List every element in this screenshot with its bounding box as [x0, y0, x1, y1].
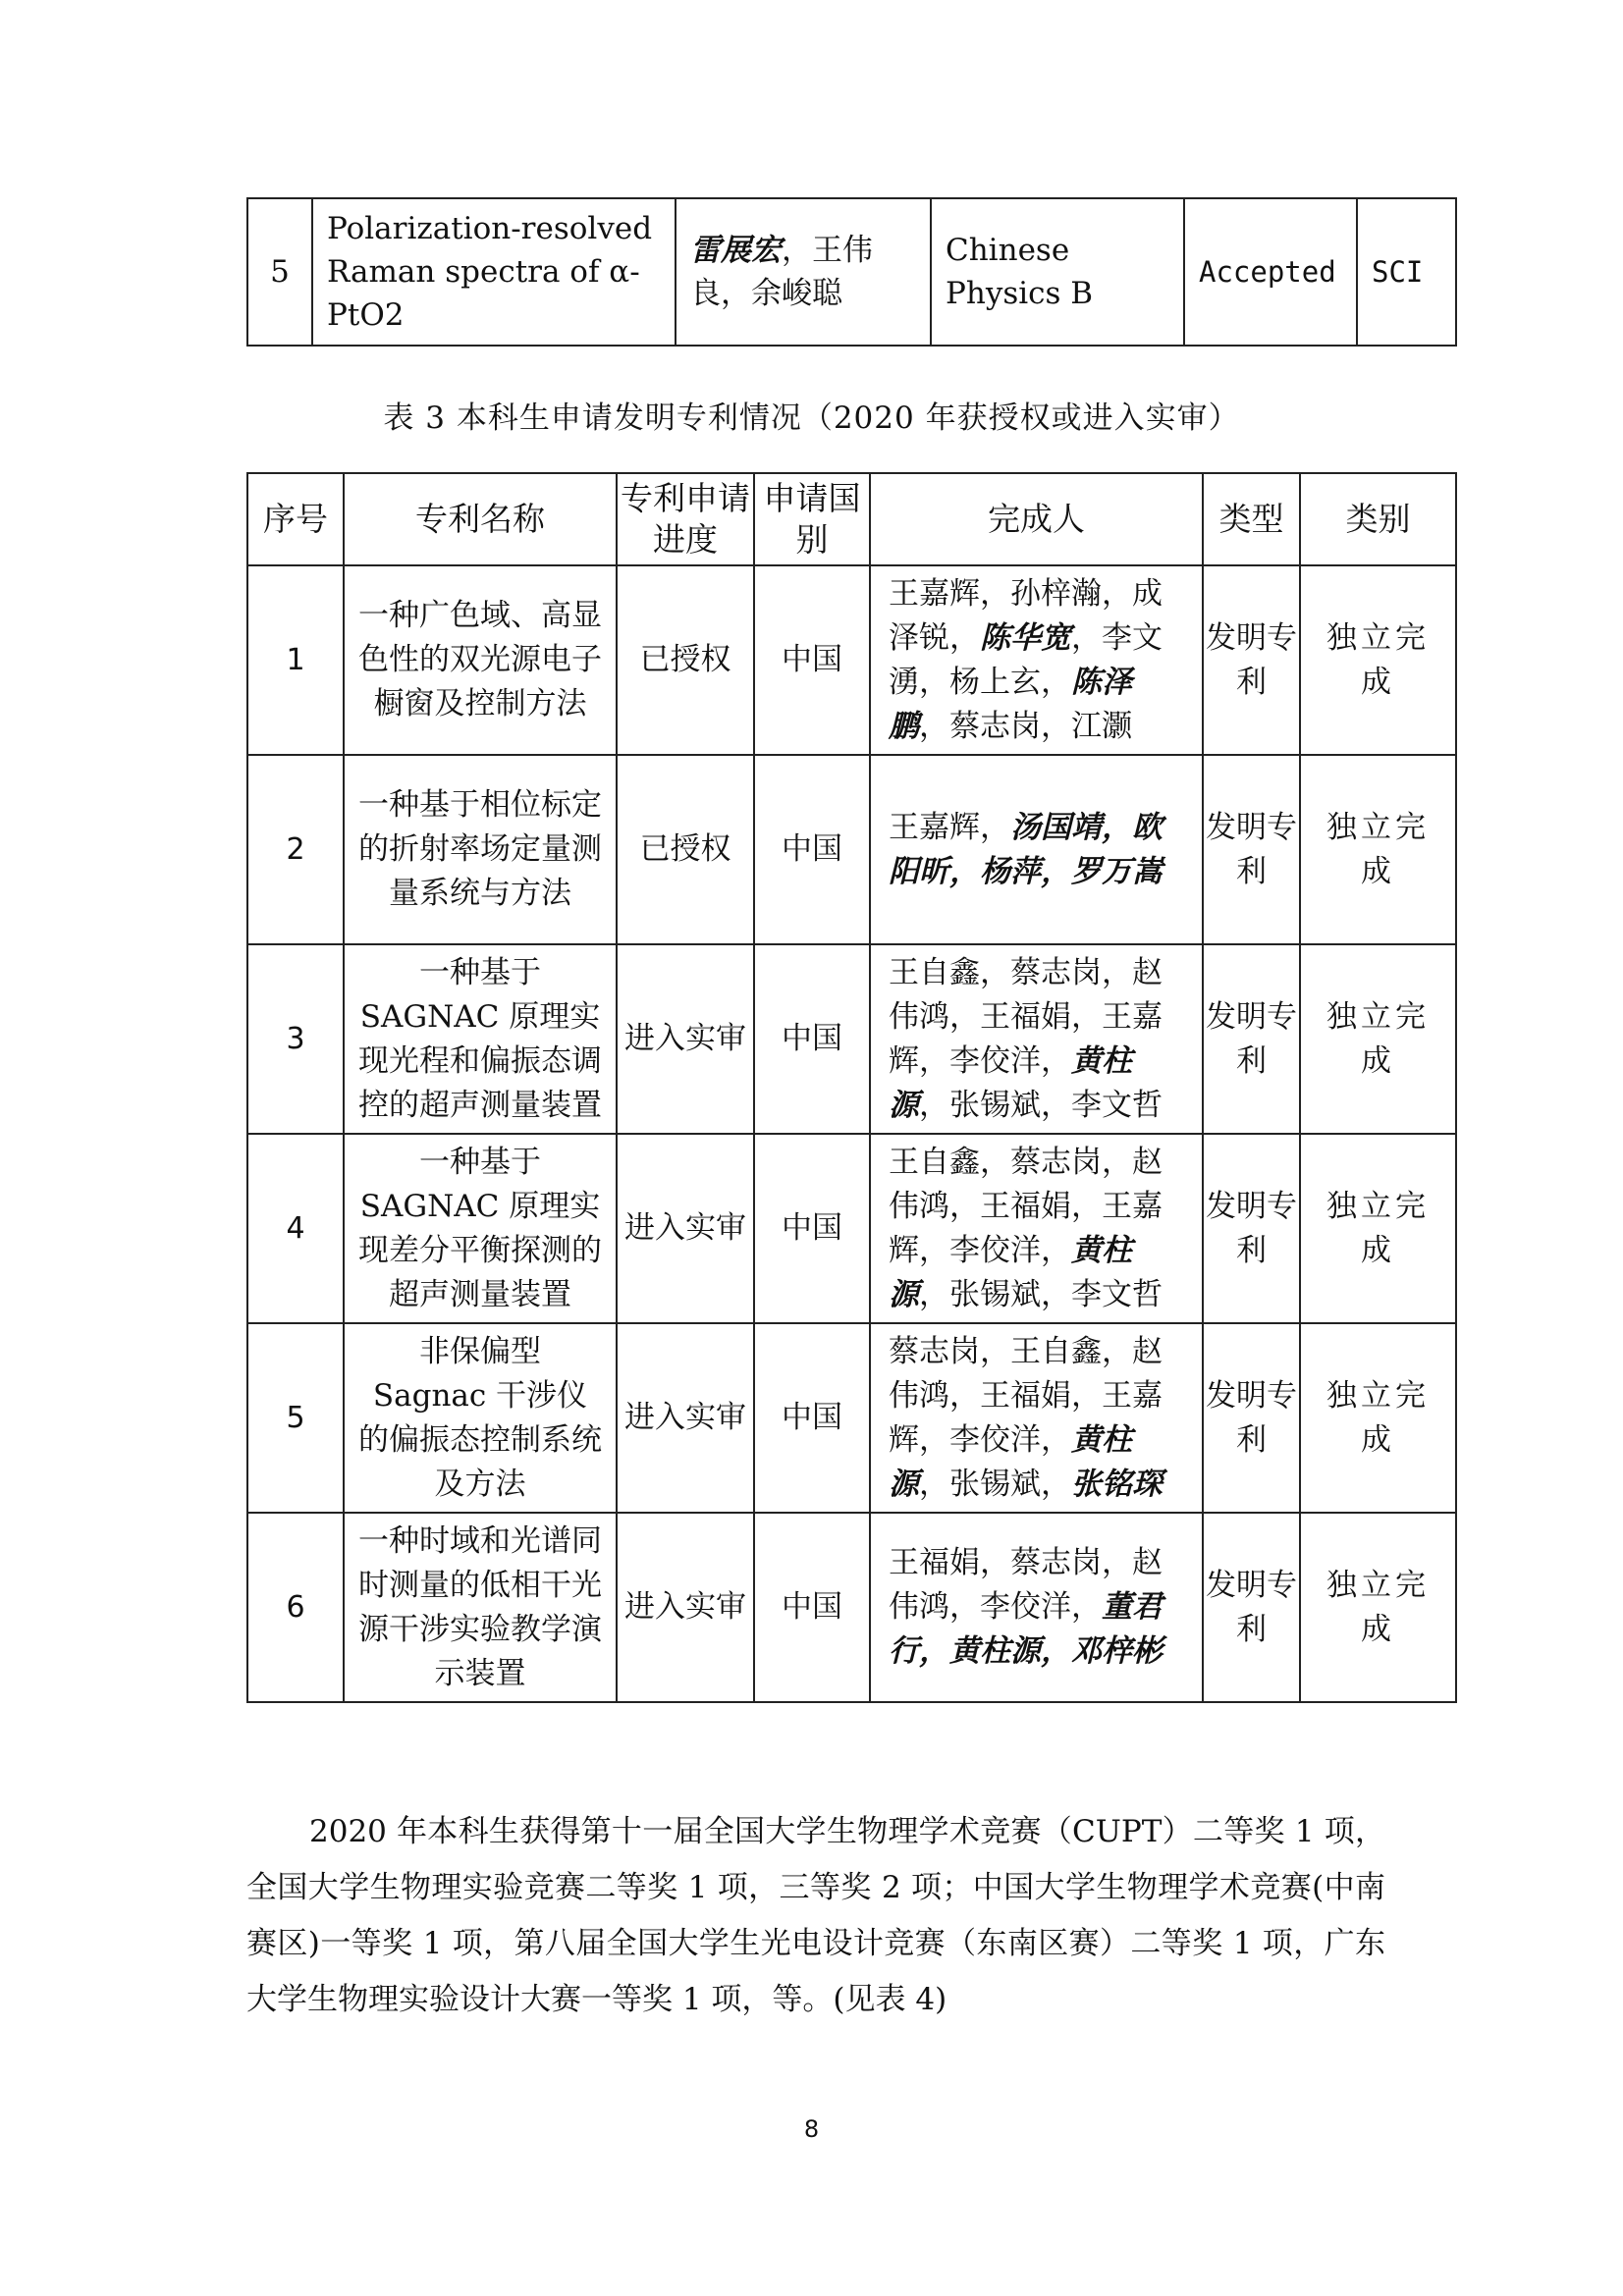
inventor: 王嘉辉，孙梓瀚，成泽锐， — [889, 575, 1163, 656]
patent-type: 发明专利 — [1203, 565, 1300, 755]
patent-no: 3 — [247, 944, 344, 1134]
table-header-row — [247, 473, 1456, 565]
patent-name: 非保偏型 Sagnac 干涉仪的偏振态控制系统及方法 — [344, 1323, 617, 1513]
patent-inventors — [870, 755, 1203, 944]
patent-country: 中国 — [754, 1134, 870, 1323]
patent-progress: 进入实审 — [617, 1323, 754, 1513]
patent-country: 中国 — [754, 944, 870, 1134]
table-row — [247, 198, 1456, 346]
patent-inventors — [870, 1134, 1203, 1323]
table-caption: 表 3 本科生申请发明专利情况（2020 年获授权或进入实审） — [383, 400, 1240, 436]
paper-title: Polarization-resolved Raman spectra of α-PtO2 — [312, 198, 676, 346]
student-inventor: 陈华宽 — [980, 619, 1071, 656]
patent-name: 一种基于相位标定的折射率场定量测量系统与方法 — [344, 755, 617, 944]
patent-inventors — [870, 1513, 1203, 1702]
patent-category: 独立完成 — [1300, 1323, 1456, 1513]
patent-no: 6 — [247, 1513, 344, 1702]
table-row — [247, 755, 1456, 944]
table-row — [247, 1134, 1456, 1323]
inventor: ，张锡斌，李文哲 — [919, 1276, 1163, 1312]
publication-table — [246, 197, 1457, 347]
student-inventor: 陈泽鹏 — [889, 664, 1132, 744]
table-row — [247, 565, 1456, 755]
patent-type: 发明专利 — [1203, 755, 1300, 944]
patent-progress: 已授权 — [617, 565, 754, 755]
patent-progress: 进入实审 — [617, 1134, 754, 1323]
header-country: 申请国别 — [754, 473, 870, 565]
patent-type: 发明专利 — [1203, 1513, 1300, 1702]
patent-country: 中国 — [754, 565, 870, 755]
inventor: 王自鑫，蔡志岗，赵伟鸿，王福娟，王嘉辉，李佼洋， — [889, 1144, 1163, 1268]
patent-category: 独立完成 — [1300, 565, 1456, 755]
student-inventor: 黄柱源 — [889, 1042, 1132, 1123]
patent-no: 5 — [247, 1323, 344, 1513]
patent-no: 4 — [247, 1134, 344, 1323]
patent-country: 中国 — [754, 1323, 870, 1513]
patent-name: 一种时域和光谱同时测量的低相干光源干涉实验教学演示装置 — [344, 1513, 617, 1702]
inventor: 王福娟，蔡志岗，赵伟鸿，李佼洋， — [889, 1545, 1163, 1625]
header-no: 序号 — [247, 473, 344, 565]
patent-progress: 已授权 — [617, 755, 754, 944]
patent-table — [246, 472, 1457, 1703]
patent-inventors — [870, 1323, 1203, 1513]
header-progress: 专利申请进度 — [617, 473, 754, 565]
patent-inventors — [870, 944, 1203, 1134]
student-inventor: 黄柱源 — [889, 1232, 1132, 1312]
journal-name: Chinese Physics B — [931, 198, 1184, 346]
patent-name: 一种基于 SAGNAC 原理实现光程和偏振态调控的超声测量装置 — [344, 944, 617, 1134]
patent-category: 独立完成 — [1300, 1513, 1456, 1702]
lead-author: 雷展宏 — [690, 233, 782, 268]
patent-no: 2 — [247, 755, 344, 944]
patent-name: 一种基于 SAGNAC 原理实现差分平衡探测的超声测量装置 — [344, 1134, 617, 1323]
paper-authors — [676, 198, 931, 346]
inventor: 王自鑫，蔡志岗，赵伟鸿，王福娟，王嘉辉，李佼洋， — [889, 954, 1163, 1079]
patent-table-body — [247, 565, 1456, 1702]
header-inventors: 完成人 — [870, 473, 1203, 565]
patent-inventors — [870, 565, 1203, 755]
patent-category: 独立完成 — [1300, 1134, 1456, 1323]
student-inventor: 汤国靖，欧阳昕，杨萍，罗万嵩 — [889, 809, 1163, 889]
patent-type: 发明专利 — [1203, 1134, 1300, 1323]
co-authors: ，王伟良，余峻聪 — [690, 233, 873, 311]
patent-country: 中国 — [754, 1513, 870, 1702]
table-row — [247, 944, 1456, 1134]
inventor: ，李文湧，杨上玄， — [889, 619, 1163, 700]
patent-progress: 进入实审 — [617, 944, 754, 1134]
header-category: 类别 — [1300, 473, 1456, 565]
inventor: 蔡志岗，王自鑫，赵伟鸿，王福娟，王嘉辉，李佼洋， — [889, 1333, 1163, 1458]
inventor: ，张锡斌， — [919, 1466, 1071, 1502]
table-row — [247, 1513, 1456, 1702]
patent-type: 发明专利 — [1203, 944, 1300, 1134]
patent-progress: 进入实审 — [617, 1513, 754, 1702]
paper-status: Accepted — [1184, 198, 1357, 346]
index-type: SCI — [1357, 198, 1456, 346]
patent-name: 一种广色域、高显色性的双光源电子橱窗及控制方法 — [344, 565, 617, 755]
summary-paragraph — [246, 1804, 1385, 2028]
patent-type: 发明专利 — [1203, 1323, 1300, 1513]
student-inventor: 董君行，黄柱源，邓梓彬 — [889, 1589, 1163, 1669]
student-inventor: 黄柱源 — [889, 1421, 1132, 1502]
student-inventor: 张铭琛 — [1071, 1466, 1163, 1502]
patent-category: 独立完成 — [1300, 755, 1456, 944]
header-name: 专利名称 — [344, 473, 617, 565]
patent-no: 1 — [247, 565, 344, 755]
paragraph-text: 2020 年本科生获得第十一届全国大学生物理学术竞赛（CUPT）二等奖 1 项，全国大学生物理实验竞赛二等奖 1 项，三等奖 2 项；中国大学生物理学术竞赛(中南赛区)一等奖 1 项，第八届全国大学生光电设计竞赛（东南区赛）二等奖 1 项，广东大学生物理实验设计大赛一等奖 1 项，等。(见表 4) — [246, 1814, 1385, 2017]
patent-category: 独立完成 — [1300, 944, 1456, 1134]
header-type: 类型 — [1203, 473, 1300, 565]
inventor: 王嘉辉， — [889, 809, 1010, 845]
row-number: 5 — [247, 198, 312, 346]
page-number: 8 — [803, 2115, 820, 2143]
table-row — [247, 1323, 1456, 1513]
inventor: ，蔡志岗，江灏 — [919, 708, 1132, 744]
patent-country: 中国 — [754, 755, 870, 944]
inventor: ，张锡斌，李文哲 — [919, 1087, 1163, 1123]
